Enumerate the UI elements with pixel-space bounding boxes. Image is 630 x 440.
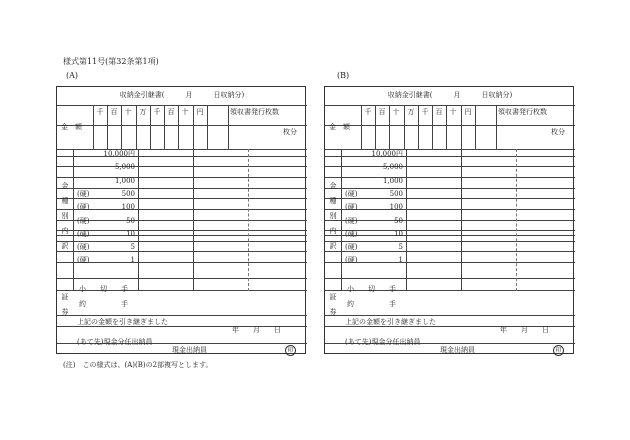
denomination-value: 10: [126, 229, 135, 238]
date-label: 年 月 日: [232, 326, 281, 334]
denomination-value: 500: [389, 189, 403, 198]
digit-header: 百: [378, 108, 386, 116]
digit-header: 十: [181, 108, 189, 116]
column-divider: [138, 149, 139, 291]
digit-header: 円: [464, 108, 472, 116]
column-divider: [207, 105, 208, 149]
digit-header: 十: [449, 108, 457, 116]
date-label: 年 月 日: [500, 326, 549, 334]
rule-line: [57, 149, 307, 150]
seal-mark: 印: [285, 345, 296, 356]
digit-header: 千: [153, 108, 161, 116]
denomination-value: 10: [394, 229, 403, 238]
column-divider: [193, 149, 194, 291]
column-divider: [475, 105, 476, 149]
digit-header: 百: [167, 108, 175, 116]
column-divider: [496, 105, 497, 149]
column-divider: [228, 105, 229, 149]
rule-line: [57, 105, 307, 106]
denomination-value: 5: [130, 243, 135, 252]
denomination-value: 1,000: [114, 176, 135, 185]
denomination-heading: 金種別内訳: [329, 182, 337, 250]
copy-label-a: (A): [66, 71, 79, 80]
copy-label-b: (B): [337, 71, 350, 80]
denomination-prefix: (硬): [77, 216, 90, 225]
seal-mark: 印: [553, 345, 564, 356]
securities-item: 小 切 手: [347, 285, 396, 293]
denomination-prefix: (硬): [77, 203, 90, 212]
rule-line: [57, 198, 307, 199]
denomination-value: 100: [389, 203, 403, 212]
rule-line: [57, 241, 307, 242]
receipt-count-label: 領収書発行枚数: [498, 108, 547, 116]
recipient-label: (あて先)現金分任出納員: [77, 338, 153, 346]
denomination-value: 50: [394, 216, 403, 225]
section-divider: [341, 149, 342, 291]
digit-header: 千: [421, 108, 429, 116]
rule-line: [325, 251, 575, 252]
denomination-value: 5,000: [382, 163, 403, 172]
denomination-value: 5: [398, 243, 403, 252]
securities-item: 約 手: [347, 300, 396, 308]
rule-line: [57, 278, 307, 279]
dashed-divider: [248, 149, 249, 291]
recipient-label: (あて先)現金分任出納員: [345, 338, 421, 346]
amount-label: 金 額: [329, 123, 350, 131]
denomination-value: 1,000: [382, 176, 403, 185]
securities-heading: 証券: [329, 293, 337, 316]
denomination-prefix: (硬): [345, 229, 358, 238]
digit-header: 十: [124, 108, 132, 116]
securities-item: 約 手: [79, 300, 128, 308]
handover-form-b: [324, 86, 574, 354]
denomination-value: 1: [130, 256, 135, 265]
denomination-prefix: (硬): [77, 229, 90, 238]
denomination-prefix: (硬): [77, 256, 90, 265]
count-unit: 枚分: [283, 128, 297, 136]
digit-header: 万: [139, 108, 147, 116]
rule-line: [57, 251, 307, 252]
rule-line: [325, 198, 575, 199]
denomination-prefix: (硬): [345, 189, 358, 198]
handover-text: 上記の金額を引き継ぎました: [77, 318, 168, 326]
form-title: 収納金引継書( 月 日収納分): [119, 91, 245, 99]
denomination-heading: 金種別内訳: [61, 182, 69, 250]
amount-label: 金 額: [61, 123, 82, 131]
form-number: 様式第11号(第32条第1項): [63, 57, 159, 66]
denomination-prefix: (硬): [345, 203, 358, 212]
denomination-value: 10,000円: [371, 150, 403, 158]
denomination-prefix: (硬): [77, 189, 90, 198]
denomination-prefix: (硬): [345, 216, 358, 225]
digit-header: 百: [110, 108, 118, 116]
rule-line: [325, 188, 575, 189]
section-divider: [73, 149, 74, 291]
dashed-divider: [516, 149, 517, 291]
cashier-label: 現金出納員: [440, 346, 475, 354]
rule-line: [57, 188, 307, 189]
form-title: 収納金引継書( 月 日収納分): [387, 91, 513, 99]
denomination-value: 1: [398, 256, 403, 265]
rule-line: [325, 105, 575, 106]
digit-header: 千: [364, 108, 372, 116]
footnote: (注) この様式は、(A)(B)の2部複写とします。: [63, 361, 213, 369]
cashier-label: 現金出納員: [172, 346, 207, 354]
rule-line: [57, 125, 307, 126]
handover-form-a: [56, 86, 306, 354]
securities-heading: 証券: [61, 293, 69, 316]
rule-line: [325, 149, 575, 150]
denomination-value: 5,000: [114, 163, 135, 172]
rule-line: [325, 241, 575, 242]
rule-line: [57, 315, 307, 316]
denomination-value: 500: [121, 189, 135, 198]
digit-header: 万: [407, 108, 415, 116]
rule-line: [325, 278, 575, 279]
column-divider: [461, 149, 462, 291]
digit-header: 十: [392, 108, 400, 116]
rule-line: [325, 315, 575, 316]
digit-header: 千: [96, 108, 104, 116]
denomination-value: 10,000円: [103, 150, 135, 158]
denomination-value: 100: [121, 203, 135, 212]
rule-line: [325, 125, 575, 126]
denomination-prefix: (硬): [345, 243, 358, 252]
receipt-count-label: 領収書発行枚数: [230, 108, 279, 116]
digit-header: 円: [196, 108, 204, 116]
count-unit: 枚分: [551, 128, 565, 136]
denomination-value: 50: [126, 216, 135, 225]
denomination-prefix: (硬): [345, 256, 358, 265]
handover-text: 上記の金額を引き継ぎました: [345, 318, 436, 326]
digit-header: 百: [435, 108, 443, 116]
securities-item: 小 切 手: [79, 285, 128, 293]
column-divider: [406, 149, 407, 291]
denomination-prefix: (硬): [77, 243, 90, 252]
